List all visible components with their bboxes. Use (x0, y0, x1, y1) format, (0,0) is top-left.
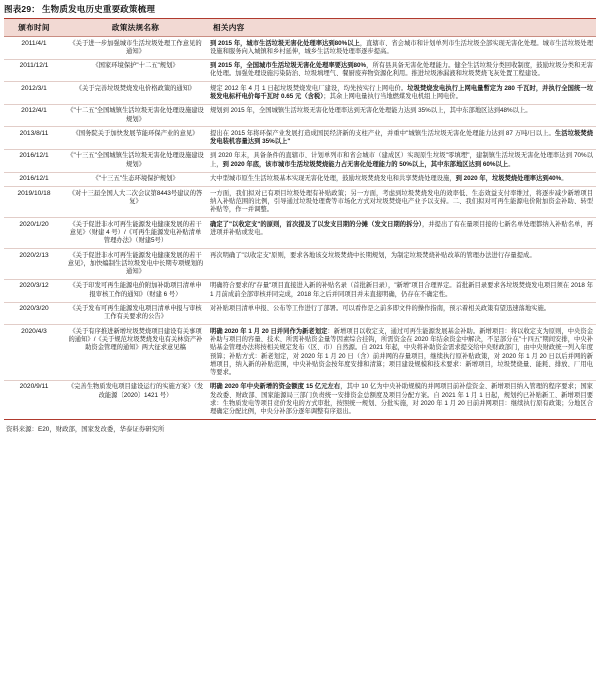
table-row (4, 127, 596, 150)
table-row (4, 218, 596, 249)
column-header-date: 颁布时间 (4, 19, 64, 37)
table-row (4, 172, 596, 187)
figure-number: 图表29： (4, 4, 40, 14)
table-row (4, 149, 596, 172)
cell-content: 规定 2012 年 4 月 1 日起垃圾焚烧发电厂建设，均先按实行上网电价。垃圾焚烧发电执行上网电量暫定为 280 千瓦时，并执行全国统一垃圾发电标杆电价每千瓦时 0.65 元（含税）；其余上网电量执行当地燃煤发电机组上网电价。 (207, 82, 596, 105)
cell-content: 确定了"以收定支"的原则，首次提及了以发支目期的分摊（发文日期的拆分），并提出了有在量项目接的七新名单处理都纳入补贴名单，再进项并补贴或发电。 (207, 218, 596, 249)
figure-title (0, 0, 600, 18)
cell-name: 《"十三五"全国城镇生活垃圾无害化处理设施建设规划》 (64, 149, 207, 172)
cell-name: 《关于有序推进新增垃圾焚烧项目建设有关事项的通知》/《关于规范垃圾焚烧发电有关林资产补助资金管理的通知》两大征求意见稿 (64, 325, 207, 381)
table-header-row (4, 19, 596, 37)
column-header-content: 相关内容 (207, 19, 596, 37)
cell-content: 明确符合要求的"存量"项目直接进入新的补贴名录（首批新目录），"新增"项目合理界定。首批新目录要求各垃圾焚烧发电项目须在 2018 年 1 月前成前全部审核并同完成，2018 年之后并同项目并未直接明确，仍存在不确定性。 (207, 279, 596, 302)
cell-name: 《对十三届全国人大二次会议第8443号建议的答复》 (64, 187, 207, 218)
table-row (4, 279, 596, 302)
table-row (4, 302, 596, 325)
cell-content: 到 2015 年，城市生活垃圾无害化处理率达到80%以上，直辖市、省会城市和计划单列市生活垃圾全部实现无害化处理。城市生活垃圾处理设施和服务向入城镇和乡村延伸，城乡生活垃圾处理率逐步提高。 (207, 37, 596, 60)
cell-content: 到 2020 年末，具备条件的直辖市、计划单列市和省会城市（建成区）实现原生垃圾"零填埋"，建制镇生活垃圾无害化处理率达到 70%以上，到 2020 年底，该市城市生活垃圾焚烧能力占无害化处理能力的 50%以上，其中东部地区达到 60%以上。 (207, 149, 596, 172)
cell-name: 《关于促进非水可再生能源发电健康发展的若干意见》（财建 4 号）/《可再生能源发电补贴清单管理办法》（财建5号） (64, 218, 207, 249)
column-header-name: 政策法规名称 (64, 19, 207, 37)
source-note: 资料来源：E20，财政部，国家发改委，华泰证券研究所 (6, 426, 165, 434)
cell-name: 《关于发布可再生能源发电项目清单申报与审核工作有关要求的公告》 (64, 302, 207, 325)
cell-date: 2013/8/11 (4, 127, 64, 150)
cell-content: 一方面，我们拟对已有项目垃圾处理有补贴政策；另一方面，考虑到垃圾焚烧发电的效率低、生态效益支付率维过，将逐步减少新增项目纳入补贴范围的比例，引导通过垃圾处理费等市场化方式对垃圾焚烧电产业予以支持。二、我们拟对可再生能源电价附加资金补助、转型补贴等，作一并调整。 (207, 187, 596, 218)
cell-content: 明确 2020 年中央新增的资金额度 15 亿元左右，其中 10 亿为中央补助规模的并网项目前补偿资金、新增项目纳入管理的程序要求；国家发改委、财政部、国家能源局三部门负责统一安排资金总额度及项目分配方案。自 2021 年 1 月 1 日起，规划约已补贴新工、新增项目要求：生物质发电等项目竞价发电的方式审批，按照统一规划、分批实施，对 2020 年 1 月 20 日前并网项目：继续执行原有政策；分地区合理确定分配比例，中央分补部分逐年调整有序退出。 (207, 380, 596, 419)
table-row (4, 104, 596, 127)
cell-content: 到 2015 年，全国城市生活垃圾无害化处理率要达到80%，所有县具备无害化处理能力。健全生活垃圾分类回收制度，鼓励垃圾分类和无害化处理。加强处理设施污染防治、垃圾填埋气、餐厨废弃物资源化利用。推进垃圾渗漏液和垃圾焚烧飞灰处置工程建设。 (207, 59, 596, 82)
cell-date: 2020/2/13 (4, 249, 64, 280)
table-row (4, 59, 596, 82)
cell-name: 《关于促进非水可再生能源发电健康发展的若干意见》，加快编制生活垃圾发电中长期专项规划的通知》 (64, 249, 207, 280)
cell-name: 《关于印发可再生能源电价附加补助项目清单申报审核工作的通知》（财建 6 号） (64, 279, 207, 302)
cell-date: 2020/1/20 (4, 218, 64, 249)
cell-date: 2020/4/3 (4, 325, 64, 381)
cell-content: 规划到 2015 年，全国城镇生活垃圾无害化处理率达到无害化处理能力达到 35%以上，其中东部地区达到48%以上。 (207, 104, 596, 127)
table-row (4, 82, 596, 105)
figure-title-text: 生物质发电历史重要政策梳理 (41, 4, 156, 14)
cell-content: 再次明确了"以收定支"原则，要求各地该交垃圾焚烧中长期规划，为制定垃圾焚烧补贴改革的管理办法进行存量提成。 (207, 249, 596, 280)
cell-date: 2020/3/12 (4, 279, 64, 302)
cell-name: 《国家环境保护"十二五"规划》 (64, 59, 207, 82)
cell-date: 2012/3/1 (4, 82, 64, 105)
table-row (4, 325, 596, 381)
cell-content: 大中型城市原生生活垃圾基本实现无害化处理，鼓励垃圾焚烧发电和共享焚烧处理设施，到 2020 年，垃圾焚烧处理率达到40%。 (207, 172, 596, 187)
cell-name: 《"十二五"全国城镇生活垃圾无害化处理设施建设规划》 (64, 104, 207, 127)
table-body (4, 37, 596, 420)
cell-name: 《完善生物质发电项目建设运行的实施方案》（发改能源〔2020〕1421 号） (64, 380, 207, 419)
cell-date: 2011/12/1 (4, 59, 64, 82)
table-row (4, 187, 596, 218)
cell-date: 2019/10/18 (4, 187, 64, 218)
cell-name: 《"十三五"生态环境保护规划》 (64, 172, 207, 187)
cell-date: 2011/4/1 (4, 37, 64, 60)
cell-date: 2012/4/1 (4, 104, 64, 127)
cell-date: 2020/3/20 (4, 302, 64, 325)
cell-date: 2016/12/1 (4, 149, 64, 172)
cell-date: 2016/12/1 (4, 172, 64, 187)
cell-name: 《关于进一步加强城市生活垃圾处理工作意见的通知》 (64, 37, 207, 60)
policy-table (4, 18, 596, 420)
cell-name: 《关于完善垃圾焚烧发电价格政策的通知》 (64, 82, 207, 105)
cell-content: 对补贴项目清单申报、公布等工作进行了部署。可以看作是之前多即文件的操作指南，预示着相关政策有望迅速落地实施。 (207, 302, 596, 325)
table-row (4, 380, 596, 419)
cell-name: 《国务院关于加快发展节能环保产业的意见》 (64, 127, 207, 150)
table-row (4, 37, 596, 60)
table-row (4, 249, 596, 280)
cell-date: 2020/9/11 (4, 380, 64, 419)
cell-content: 明确 2020 年 1 月 20 日并同作为新老划定：新增项目以收定支，通过可再生能源发展基金补助。新增项目：将以收定支为原则，中央资金补助与项目的容量、技术、所需补贴资金量等因素综合挂钩，所需资金在 2020 年结余资金中解决，不足部分在"十四五"期间安排，中央补贴基金管理办法将按相关规定发布（区、市）自然源。自 2021 年起，中央将补助资金需求提交给中央财政部门，由中央财政统一列入年度预算；补贴方式：新老划定，对 2020 年 1 月 20 日（含）前并网的存量项目，继续执行原补贴政策，对 2020 年 1 月 20 日以后并网的新增项目，纳入新的补贴范围，中央补贴资金按年度安排和清算；项目建设规模和技术要求：新增项目，垃圾焚烧量、能耗、排放、厂用电等要求。 (207, 325, 596, 381)
cell-content: 提出在 2015 年将环保产业发展打造成国民经济新的支柱产业，并重中"城镇生活垃圾无害化处理能力达到 87 万吨/日以上。生活垃圾焚烧发电装机容量达到 35%以上" (207, 127, 596, 150)
